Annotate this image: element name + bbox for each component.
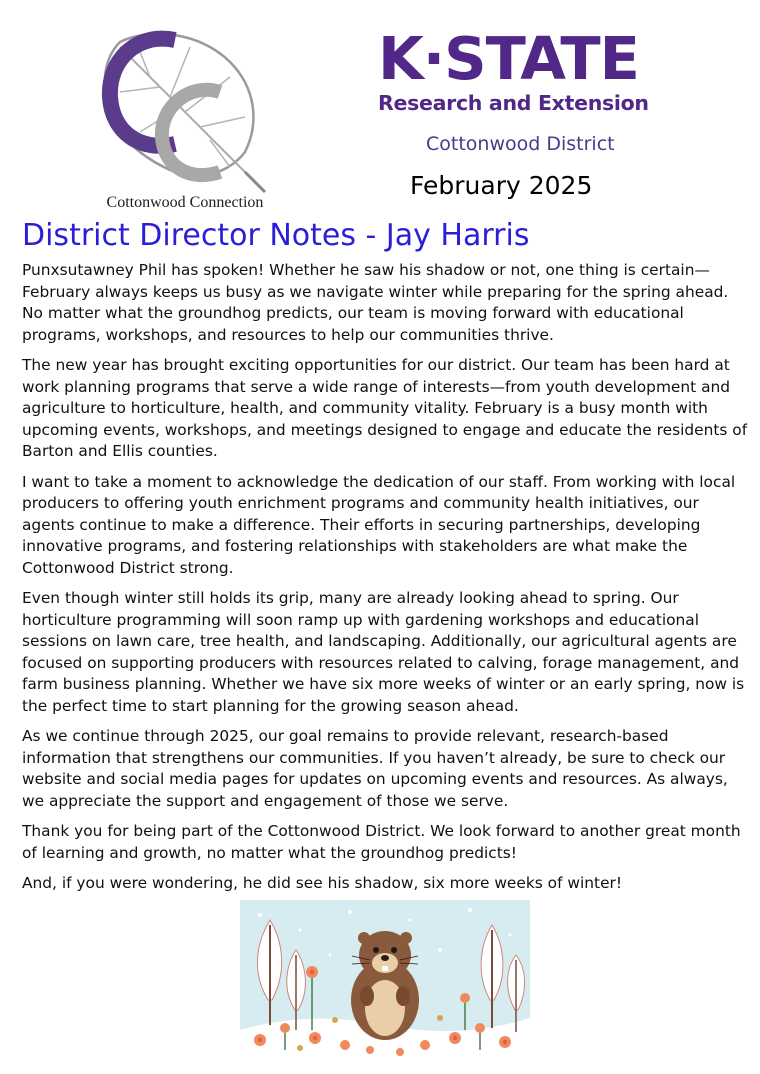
research-extension-label: Research and Extension xyxy=(378,91,649,115)
paragraph: Even though winter still holds its grip, many are already looking ahead to spring. Our horticulture programming will soon ramp up with gardening workshops and educational sessions on lawn care, tree health, and landscaping. Additionally, our agricultural agents are focused on supporting producers with resources related to calving, forage management, and farm business planning. Whether we have six more weeks of winter or an early spring, now is the perfect time to start planning for the growing season ahead. xyxy=(22,589,745,715)
article-body xyxy=(22,260,748,904)
paragraph: The new year has brought exciting opportunities for our district. Our team has been hard at work planning programs that serve a wide range of interests—from youth development and agriculture to horticulture, health, and community vitality. February is a busy month with upcoming events, workshops, and meetings designed to engage and educate the residents of Barton and Ellis counties. xyxy=(22,356,748,460)
article-title: District Director Notes - Jay Harris xyxy=(22,218,530,253)
kstate-logo xyxy=(378,24,678,116)
kstate-wordmark: K·STATE xyxy=(378,24,639,93)
paragraph: And, if you were wondering, he did see his shadow, six more weeks of winter! xyxy=(22,874,623,892)
issue-date: February 2025 xyxy=(410,171,593,200)
groundhog-illustration xyxy=(240,900,530,1062)
cottonwood-leaf-icon xyxy=(80,22,290,197)
cottonwood-connection-logo xyxy=(80,22,290,214)
district-name: Cottonwood District xyxy=(426,133,615,155)
paragraph: I want to take a moment to acknowledge the dedication of our staff. From working with local producers to offering youth enrichment programs and community health initiatives, our agents continue to make a difference. Their efforts in securing partnerships, developing innovative programs, and fostering relationships with stakeholders are what make the Cottonwood District strong. xyxy=(22,472,736,577)
paragraph: Thank you for being part of the Cottonwood District. We look forward to another great month of learning and growth, no matter what the groundhog predicts! xyxy=(22,822,741,862)
paragraph: As we continue through 2025, our goal remains to provide relevant, research-based information that strengthens our communities. If you haven’t already, be sure to check our website and social media pages for updates on upcoming events and resources. As always, we appreciate the support and engagement of those we serve. xyxy=(22,727,728,810)
paragraph: Punxsutawney Phil has spoken! Whether he saw his shadow or not, one thing is certain—February always keeps us busy as we navigate winter while preparing for the spring ahead. No matter what the groundhog predicts, our team is moving forward with educational programs, workshops, and resources to help our communities thrive. xyxy=(22,261,729,344)
groundhog-icon xyxy=(240,900,530,1062)
logo-caption: Cottonwood Connection xyxy=(106,194,264,211)
